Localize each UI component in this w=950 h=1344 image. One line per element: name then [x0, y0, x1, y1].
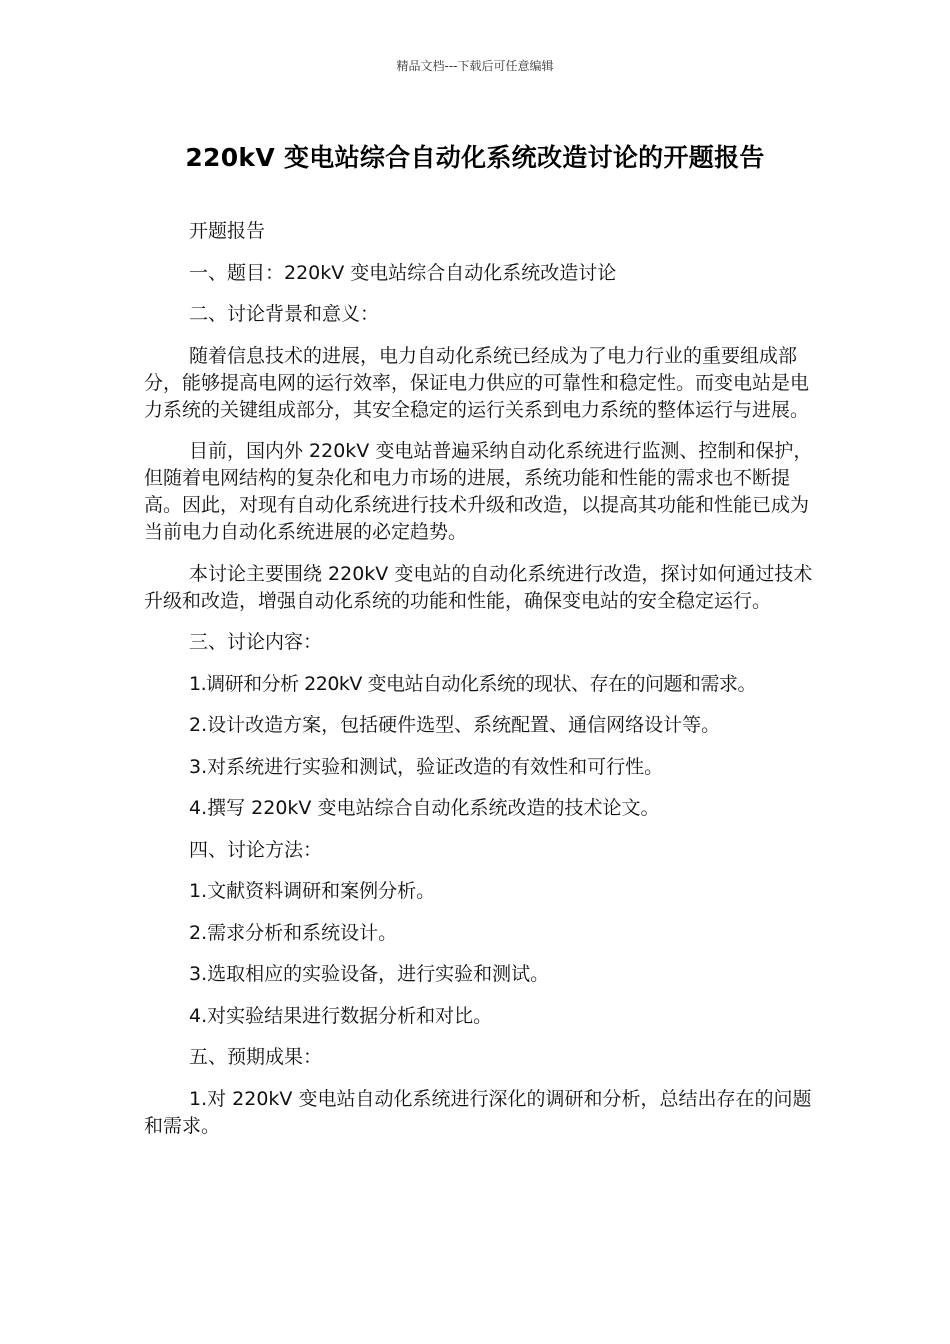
list-item: 1.文献资料调研和案例分析。	[189, 880, 436, 902]
list-item: 1.调研和分析 220kV 变电站自动化系统的现状、存在的问题和需求。	[189, 672, 756, 695]
body-paragraph: 本讨论主要围绕 220kV 变电站的自动化系统进行改造，探讨如何通过技术升级和改造，增强自动化系统的功能和性能，确保变电站的安全稳定运行。	[144, 562, 813, 612]
section-heading: 二、讨论背景和意义：	[189, 303, 380, 325]
list-item: 2.设计改造方案，包括硬件选型、系统配置、通信网络设计等。	[189, 714, 721, 736]
section-heading: 四、讨论方法：	[189, 838, 323, 861]
list-item: 4.对实验结果进行数据分析和对比。	[189, 1004, 493, 1027]
list-item: 3.对系统进行实验和测试，验证改造的有效性和可行性。	[189, 755, 664, 778]
section-heading: 五、预期成果：	[189, 1046, 323, 1068]
body-paragraph: 目前，国内外 220kV 变电站普遍采纳自动化系统进行监测、控制和保护，但随着电网结构的复杂化和电力市场的进展，系统功能和性能的需求也不断提高。因此，对现有自动化系统进行技术升级和改造，以提高其功能和性能已成为当前电力自动化系统进展的必定趋势。	[144, 440, 813, 543]
document-body	[144, 218, 819, 1154]
list-item: 2.需求分析和系统设计。	[189, 921, 398, 944]
document-title: 220kV 变电站综合自动化系统改造讨论的开题报告	[185, 143, 765, 172]
section-heading: 开题报告	[189, 220, 266, 242]
body-paragraph: 随着信息技术的进展，电力自动化系统已经成为了电力行业的重要组成部分，能够提高电网的运行效率，保证电力供应的可靠性和稳定性。而变电站是电力系统的关键组成部分，其安全稳定的运行关系到电力系统的整体运行与进展。	[144, 344, 810, 421]
list-item: 3.选取相应的实验设备，进行实验和测试。	[189, 963, 550, 985]
list-item: 1.对 220kV 变电站自动化系统进行深化的调研和分析，总结出存在的问题和需求。	[144, 1087, 812, 1137]
section-heading: 三、讨论内容：	[189, 631, 323, 653]
page-header: 精品文档---下载后可任意编辑	[396, 59, 554, 73]
topic-line: 一、题目：220kV 变电站综合自动化系统改造讨论	[189, 261, 617, 284]
list-item: 4.撰写 220kV 变电站综合自动化系统改造的技术论文。	[189, 797, 660, 819]
